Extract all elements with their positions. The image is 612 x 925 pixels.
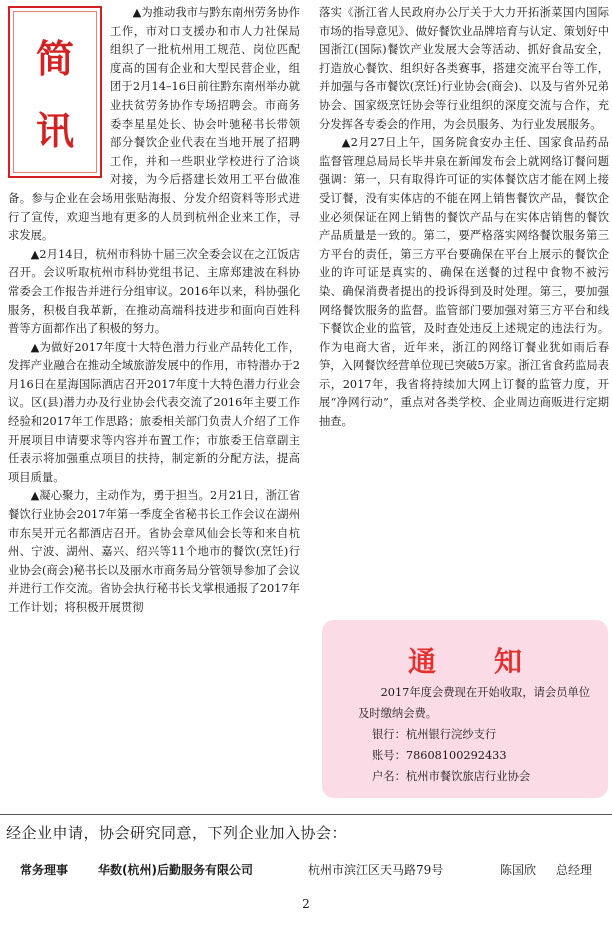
- notice-title: [322, 640, 608, 680]
- notice-title-char-1: 通: [407, 645, 436, 678]
- brief-label-char-2: 讯: [35, 109, 74, 153]
- notice-holder: 户名：杭州市餐饮旅店行业协会: [372, 770, 531, 783]
- brief-label-char-1: 简: [35, 37, 74, 81]
- new-members-intro: 经企业申请，协会研究同意，下列企业加入协会：: [6, 824, 348, 842]
- news-item-potential-industry: ▲为做好2017年度十大特色潜力行业产品转化工作，发挥产业融合在推动全域旅游发展中的作用，市特潜办于2月16日在星海国际酒店召开2017年度十大特色潜力行业会议。区(县)潜力办及行业协会代表交流了2016年主要工作经验和2017年工作思路；旅委相关部门负责人介绍了工作开展项目申请要求等内容并布置工作；市旅委王信章副主任表示将加强重点项目的扶持，制定新的分配方法，提高项目质量。: [8, 340, 300, 484]
- news-item-secretary-meeting: ▲凝心聚力，主动作为，勇于担当。2月21日，浙江省餐饮行业协会2017年第一季度全省秘书长工作会议在湖州市东吴开元名都酒店召开。省协会章风仙会长等和来自杭州、宁波、湖州、嘉兴、绍兴等11个地市的餐饮(烹饪)行业协会(商会)秘书长以及丽水市商务局分管领导参加了会议并进行工作交流。省协会执行秘书长戈掌根通报了2017年工作计划；将积极开展贯彻: [8, 489, 300, 614]
- notice-bank: 银行：杭州银行浣纱支行: [372, 728, 497, 741]
- notice-box: [322, 620, 608, 798]
- notice-text: 2017年度会费现在开始收取，请会员单位及时缴纳会费。: [358, 686, 591, 720]
- left-column: [8, 4, 300, 618]
- notice-account: 账号：78608100292433: [372, 749, 507, 762]
- news-item-online-ordering: ▲2月27日上午，国务院食安办主任、国家食品药品监督管理总局局长毕井泉在新闻发布会上就网络订餐问题强调：第一，只有取得许可证的实体餐饮店才能在网上接受订餐，没有实体店的不能在网上销售餐饮产品，餐饮企业必须保证在网上销售的餐饮产品与在实体店销售的餐饮产品质量是一致的。第二，要严格落实网络餐饮服务第三方平台的责任，第三方平台要确保在平台上展示的餐饮企业的许可证是真实的、确保在送餐的过程中食物不被污染、确保消费者提出的投诉得到及时处理。第三，要加强网络餐饮服务的监督。监管部门要加强对第三方平台和线下餐饮企业的监管，及时查处违反上述规定的违法行为。作为电商大省，近年来，浙江的网络订餐业犹如雨后春笋，入网餐饮经营单位现已突破5万家。浙江省食药监局表示，2017年，我省将持续加大网上订餐的监管力度，开展“净网行动”，重点对各类学校、企业周边商贩进行定期抽查。: [319, 136, 609, 429]
- news-item-science-association: ▲2月14日，杭州市科协十届三次全委会议在之江饭店召开。会议听取杭州市科协党组书记、主席郑建波在科协常委会工作报告并进行分组审议。2016年以来，科协强化服务，积极自我革新，在推动高端科技进步和面向百姓科普等方面都作出了积极的努力。: [8, 247, 300, 336]
- member-person: 陈国欣: [500, 863, 537, 877]
- right-column: [319, 4, 609, 432]
- member-title: 总经理: [556, 863, 593, 877]
- page-number: 2: [302, 897, 310, 911]
- news-item-recruitment: ▲为推动我市与黔东南州劳务协作工作，市对口支援办和市人力社保局组织了一批杭州用工规范、岗位匹配度高的国有企业和大型民营企业，组团于2月14–16日前往黔东南州举办就业扶贫劳务协作专场招聘会。市商务委李星星处长、协会叶驰秘书长带领部分餐饮企业代表在当地开展了招聘工作，并和一些职业学校进行了洽谈对接，为今后搭建长效用工平台做准备。参与企业在会场用张贴海报、分发介绍资料等形式进行了宣传，欢迎当地有更多的人员到杭州企业来工作，寻求发展。: [8, 6, 300, 243]
- news-item-meeting-continued: 落实《浙江省人民政府办公厅关于大力开拓浙菜国内国际市场的指导意见》、做好餐饮业品牌培育与认定、策划好中国浙江(国际)餐饮产业发展大会等活动、抓好食品安全，打造放心餐饮、组织好各类赛事，搭建交流平台等工作，并加强与各市餐饮(烹饪)行业协会(商会)、以及与省外兄弟协会、国家级烹饪协会等行业组织的深度交流与合作，充分发挥各专委会的作用，为会员服务、为行业发展服务。: [319, 6, 609, 131]
- notice-body: [358, 682, 594, 787]
- section-divider: [0, 814, 612, 815]
- notice-title-char-2: 知: [494, 645, 523, 678]
- brief-news-label: [8, 6, 102, 178]
- member-company: 华数(杭州)后勤服务有限公司: [98, 863, 253, 877]
- member-address: 杭州市滨江区天马路79号: [308, 863, 444, 877]
- member-role: 常务理事: [20, 863, 69, 877]
